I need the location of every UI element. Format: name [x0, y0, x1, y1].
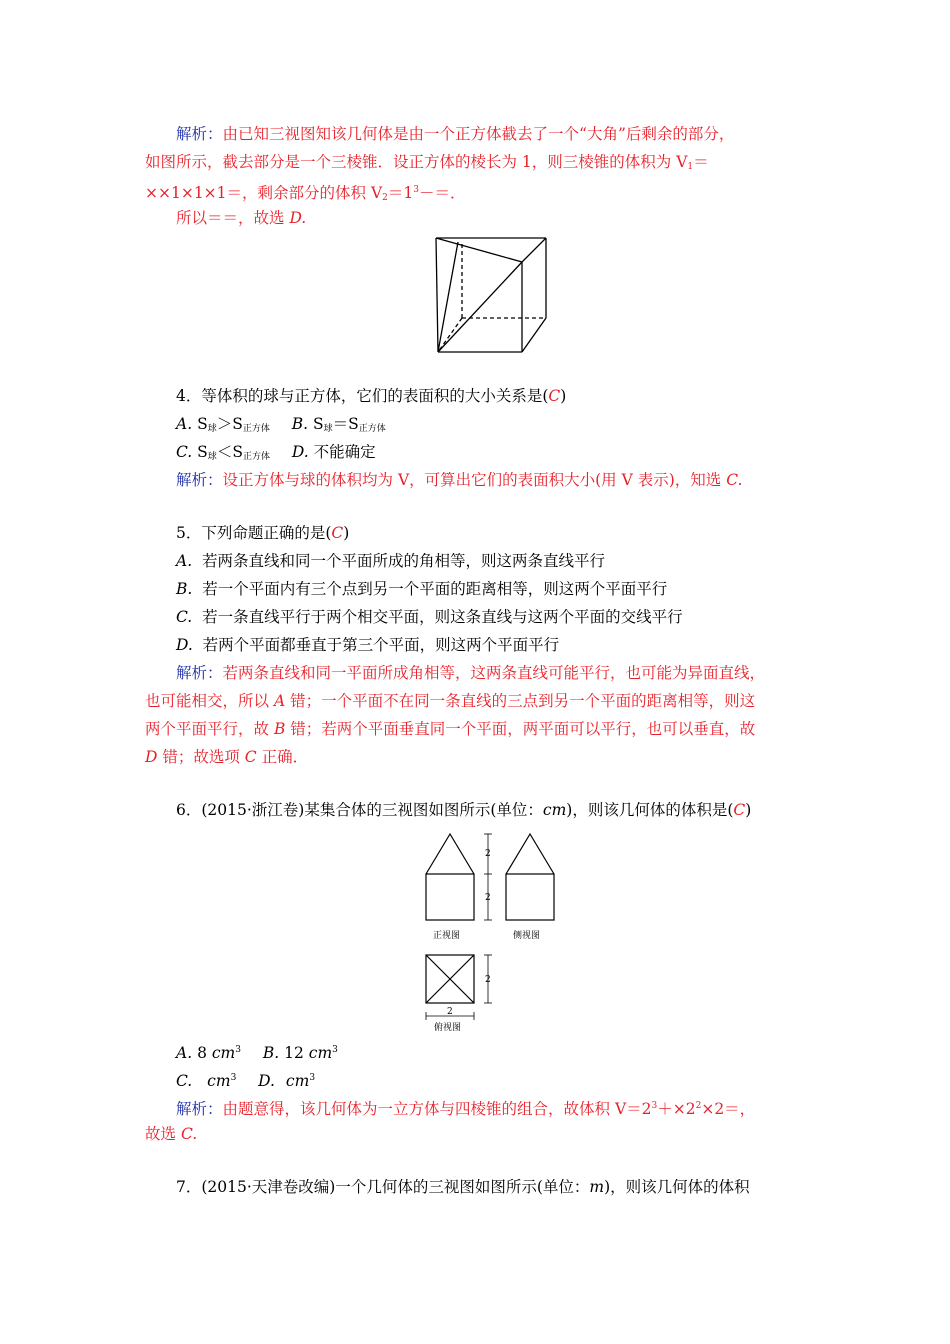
superscript: 3 [309, 1073, 316, 1083]
q4-options-row-2 [176, 442, 376, 467]
subscript: 球 [323, 424, 333, 434]
q5-option-b [176, 579, 667, 599]
solution-text: 也可能相交，所以 [145, 692, 274, 710]
solution-text: 设正方体与球的体积均为 V，可算出它们的表面积大小(用 V 表示)，知选 [222, 471, 727, 489]
option-letter: B. [262, 1044, 280, 1062]
option-text: ＝S [332, 415, 359, 433]
unit: cm [542, 801, 567, 819]
subscript: 球 [207, 452, 217, 462]
q5-solution-line-3 [145, 719, 755, 739]
solution-text: 由题意得，该几何体为一立方体与四棱锥的组合，故体积 V＝2 [222, 1100, 652, 1118]
solution-text: 故选 [145, 1125, 181, 1143]
solution-label: 解析： [176, 664, 223, 682]
answer-letter: C [331, 524, 344, 542]
dimension-label-2: 2 [447, 1007, 453, 1017]
option-text: 若一条直线平行于两个相交平面，则这条直线与这两个平面的交线平行 [202, 608, 683, 626]
side-view-caption: 侧视图 [513, 931, 541, 941]
question-text: ) [343, 524, 350, 542]
answer-letter: C. [726, 471, 743, 489]
option-text: 不能确定 [313, 443, 376, 461]
q4-options-row-1 [176, 414, 386, 439]
option-letter: A. [176, 415, 193, 433]
solution-text: 由已知三视图知该几何体是由一个正方体截去了一个“大角”后剩余的部分， [222, 125, 735, 143]
answer-letter: D. [289, 209, 307, 227]
edge-cut-diagonal [438, 262, 522, 352]
unit: m [589, 1178, 605, 1196]
solution-text: ＝ [693, 153, 709, 171]
answer-letter: C [548, 387, 561, 405]
option-text: S [197, 415, 208, 433]
answer-letter: C. [180, 1125, 198, 1143]
solution-text: ×2＝， [701, 1100, 756, 1118]
unit: cm [285, 1072, 310, 1090]
q3-solution-line-1 [176, 124, 734, 144]
question-text: )，则该几何体的体积是( [566, 801, 734, 819]
option-letter: D. [258, 1072, 275, 1090]
top-view-caption: 俯视图 [434, 1023, 462, 1033]
unit: cm [207, 1072, 231, 1090]
solution-text: 错；一个平面不在同一条直线的三点到另一个平面的距离相等，则这 [285, 692, 756, 710]
option-letter: D. [291, 443, 309, 461]
dimension-label-2: 2 [485, 849, 491, 859]
q6-options-row-2 [176, 1068, 315, 1091]
question-text: 4．等体积的球与正方体，它们的表面积的大小关系是( [176, 387, 549, 405]
superscript: 3 [332, 1045, 338, 1055]
subscript: 2 [382, 193, 388, 203]
front-view-caption: 正视图 [433, 931, 461, 941]
solution-label: 解析： [176, 1100, 223, 1118]
solution-text: 如图所示，截去部分是一个三棱锥．设正方体的棱长为 1，则三棱锥的体积为 V [145, 153, 688, 171]
solution-text: 若两条直线和同一平面所成角相等，这两条直线可能平行，也可能为异面直线， [222, 664, 766, 682]
solution-text: ＝1 [387, 184, 414, 202]
q6-solution-line-1 [176, 1096, 755, 1119]
edge-left-inner [438, 242, 458, 352]
option-text: 8 [197, 1044, 212, 1062]
subscript: 正方体 [358, 424, 386, 434]
option-letter: C. [176, 608, 193, 626]
q5-solution-line-2 [145, 691, 755, 711]
solution-text: 错；故选项 [157, 748, 245, 766]
three-view-figure [420, 828, 560, 1038]
superscript: 2 [695, 1101, 702, 1111]
front-view-roof [426, 834, 474, 874]
option-text: ＞S [216, 415, 243, 433]
subscript: 1 [687, 162, 694, 172]
option-text: 12 [284, 1044, 309, 1062]
superscript: 3 [413, 185, 419, 195]
q3-solution-line-3 [145, 180, 466, 208]
question-text: )，则该几何体的体积 [604, 1178, 750, 1196]
question-text: 5．下列命题正确的是( [176, 524, 332, 542]
q5-solution-line-1 [176, 663, 765, 683]
q5-option-a [176, 551, 605, 571]
q6-solution-line-2 [145, 1124, 197, 1144]
answer-letter: D [145, 748, 158, 766]
solution-text: 两个平面平行，故 [145, 720, 274, 738]
option-letter: B. [291, 415, 309, 433]
question-text: ) [745, 801, 752, 819]
option-letter: A. [176, 1044, 193, 1062]
edge-left [436, 238, 438, 352]
side-view-square [506, 874, 554, 920]
unit: cm [308, 1044, 333, 1062]
q6-options-row-1 [176, 1040, 338, 1063]
q5-option-d [176, 635, 559, 655]
solution-text: ＋×2 [657, 1100, 696, 1118]
option-text: S [197, 443, 208, 461]
question-text: 7．(2015·天津卷改编)一个几何体的三视图如图所示(单位： [176, 1178, 590, 1196]
solution-text: 所以＝＝，故选 [176, 209, 290, 227]
unit: cm [211, 1044, 236, 1062]
subscript: 正方体 [242, 452, 270, 462]
option-letter: B. [176, 580, 193, 598]
superscript: 3 [235, 1045, 241, 1055]
dimension-label-2: 2 [485, 893, 491, 903]
solution-label: 解析： [176, 125, 223, 143]
q4-stem [176, 386, 566, 406]
q4-solution [176, 470, 742, 490]
answer-letter: B [273, 720, 286, 738]
side-view-roof [506, 834, 554, 874]
edge-bottom-right [522, 318, 546, 352]
edge-top-diagonal [436, 238, 522, 262]
cube-cut-figure [430, 232, 554, 358]
solution-text: 错；若两个平面垂直同一个平面，两平面可以平行，也可以垂直，故 [285, 720, 756, 738]
solution-text: 正确． [256, 748, 309, 766]
q5-option-c [176, 607, 683, 627]
q5-stem [176, 523, 349, 543]
subscript: 球 [207, 424, 217, 434]
dimension-label-2: 2 [485, 975, 491, 985]
question-text: 6．(2015·浙江卷)某集合体的三视图如图所示(单位： [176, 801, 543, 819]
option-text: 若一个平面内有三个点到另一个平面的距离相等，则这两个平面平行 [202, 580, 668, 598]
superscript: 3 [651, 1101, 658, 1111]
option-text: S [312, 415, 324, 433]
edge-top-right [522, 238, 546, 262]
solution-text: －＝． [419, 184, 466, 202]
option-letter: A. [176, 552, 193, 570]
option-letter: D. [176, 636, 193, 654]
q6-stem [176, 800, 751, 820]
answer-letter: A [273, 692, 286, 710]
superscript: 3 [230, 1073, 237, 1083]
q3-solution-line-2 [145, 152, 709, 177]
solution-text: ××1×1×1＝，剩余部分的体积 V [145, 184, 383, 202]
front-view-square [426, 874, 474, 920]
option-text: 若两条直线和同一个平面所成的角相等，则这两条直线平行 [201, 552, 605, 570]
option-letter: C. [176, 443, 193, 461]
q3-solution-line-4 [176, 208, 306, 228]
option-text: 若两个平面都垂直于第三个平面，则这两个平面平行 [202, 636, 560, 654]
option-text: ＜S [216, 443, 243, 461]
solution-label: 解析： [176, 471, 223, 489]
answer-letter: C [244, 748, 257, 766]
option-letter: C. [176, 1072, 193, 1090]
answer-letter: C [733, 801, 746, 819]
q5-solution-line-4 [145, 747, 308, 767]
subscript: 正方体 [242, 424, 270, 434]
question-text: ) [560, 387, 567, 405]
q7-stem [176, 1177, 750, 1197]
